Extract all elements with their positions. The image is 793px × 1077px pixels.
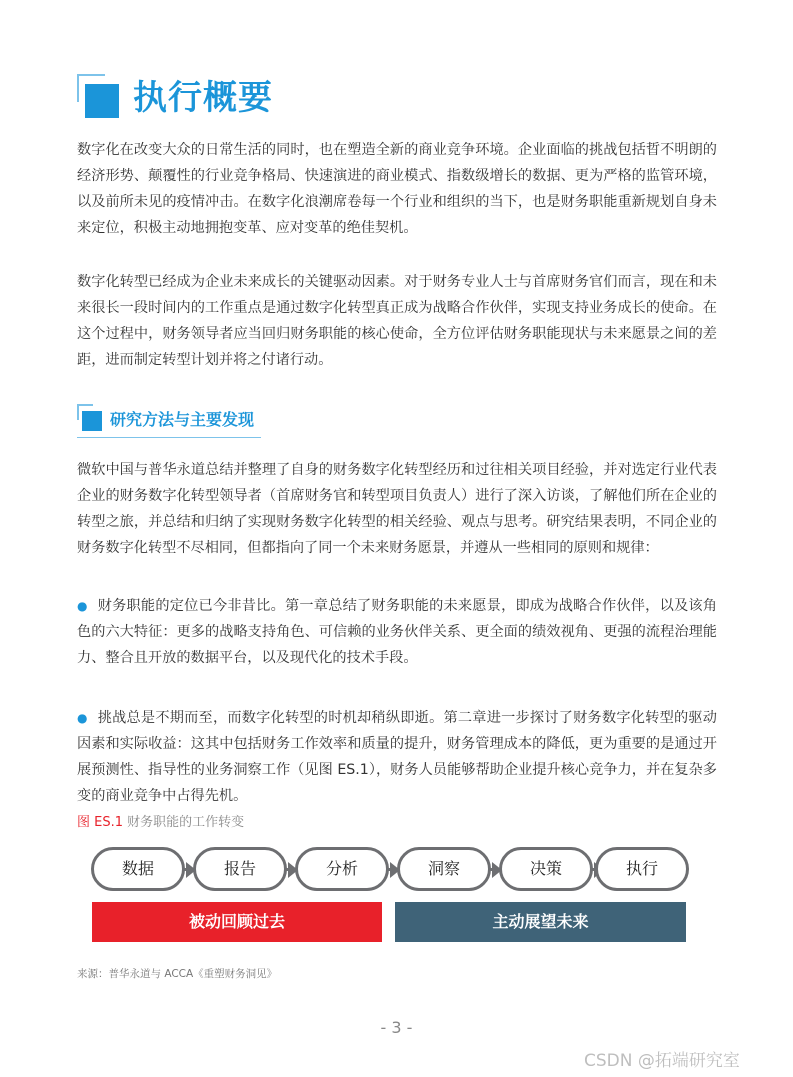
- figure-caption: [77, 814, 244, 832]
- bullet-text: 挑战总是不期而至，而数字化转型的时机却稍纵即逝。第二章进一步探讨了财务数字化转型的驱动因素和实际收益：这其中包括财务工作效率和质量的提升，财务管理成本的降低，更为重要的是通过开展预测性、指导性的业务洞察工作（见图 ES.1），财务人员能够帮助企业提升核心竞争力，并在复杂多变的商业竞争中占得先机。: [77, 710, 717, 804]
- flow-step-decision: 决策: [499, 847, 593, 891]
- section-underline: [77, 437, 261, 438]
- method-paragraph: 微软中国与普华永道总结并整理了自身的财务数字化转型经历和过往相关项目经验，并对选定行业代表企业的财务数字化转型领导者（首席财务官和转型项目负责人）进行了深入访谈，了解他们所在企业的转型之旅，并总结和归纳了实现财务数字化转型的相关经验、观点与思考。研究结果表明，不同企业的财务数字化转型不尽相同，但都指向了同一个未来财务愿景，并遵从一些相同的原则和规律：: [77, 462, 717, 556]
- bullet-text: 财务职能的定位已今非昔比。第一章总结了财务职能的未来愿景，即成为战略合作伙伴，以及该角色的六大特征：更多的战略支持角色、可信赖的业务伙伴关系、更全面的绩效视角、更强的流程治理能力、整合且开放的数据平台，以及现代化的技术手段。: [77, 598, 717, 666]
- flow-step-data: 数据: [91, 847, 185, 891]
- section-heading: 研究方法与主要发现: [110, 410, 255, 429]
- page-number: - 3 -: [380, 1018, 413, 1037]
- bullet-item-2: [77, 705, 717, 809]
- intro-paragraph-1: 数字化在改变大众的日常生活的同时，也在塑造全新的商业竞争环境。企业面临的挑战包括晢不明朗的经济形势、颠覆性的行业竞争格局、快速演进的商业模式、指数级增长的数据、更为严格的监管环境，以及前所未见的疫情冲击。在数字化浪潮席卷每一个行业和组织的当下，也是财务职能重新规划自身未来定位，积极主动地拥抱变革、应对变革的绝佳契机。: [77, 142, 717, 236]
- process-flow: [91, 847, 689, 891]
- title-square-icon: [85, 84, 119, 118]
- flow-step-insight: 洞察: [397, 847, 491, 891]
- figure-title: 财务职能的工作转变: [127, 815, 245, 830]
- figure-number: 图 ES.1: [77, 815, 124, 830]
- bullet-dot-icon: ●: [77, 599, 88, 613]
- active-outlook-bar: 主动展望未来: [395, 902, 686, 942]
- passive-review-bar: 被动回顾过去: [92, 902, 382, 942]
- bullet-item-1: [77, 593, 717, 671]
- watermark: CSDN @拓端研究室: [584, 1051, 740, 1071]
- flow-step-report: 报告: [193, 847, 287, 891]
- flow-step-execution: 执行: [595, 847, 689, 891]
- page-title: 执行概要: [133, 78, 273, 118]
- flow-step-analysis: 分析: [295, 847, 389, 891]
- figure-source: 来源：普华永道与 ACCA《重塑财务洞见》: [77, 968, 278, 980]
- intro-paragraph-2: 数字化转型已经成为企业未来成长的关键驱动因素。对于财务专业人士与首席财务官们而言，现在和未来很长一段时间内的工作重点是通过数字化转型真正成为战略合作伙伴，实现支持业务成长的使命。在这个过程中，财务领导者应当回归财务职能的核心使命，全方位评估财务职能现状与未来愿景之间的差距，进而制定转型计划并将之付诸行动。: [77, 274, 717, 368]
- bullet-dot-icon: ●: [77, 711, 88, 725]
- section-heading-block: [77, 404, 267, 438]
- section-square-icon: [82, 411, 102, 431]
